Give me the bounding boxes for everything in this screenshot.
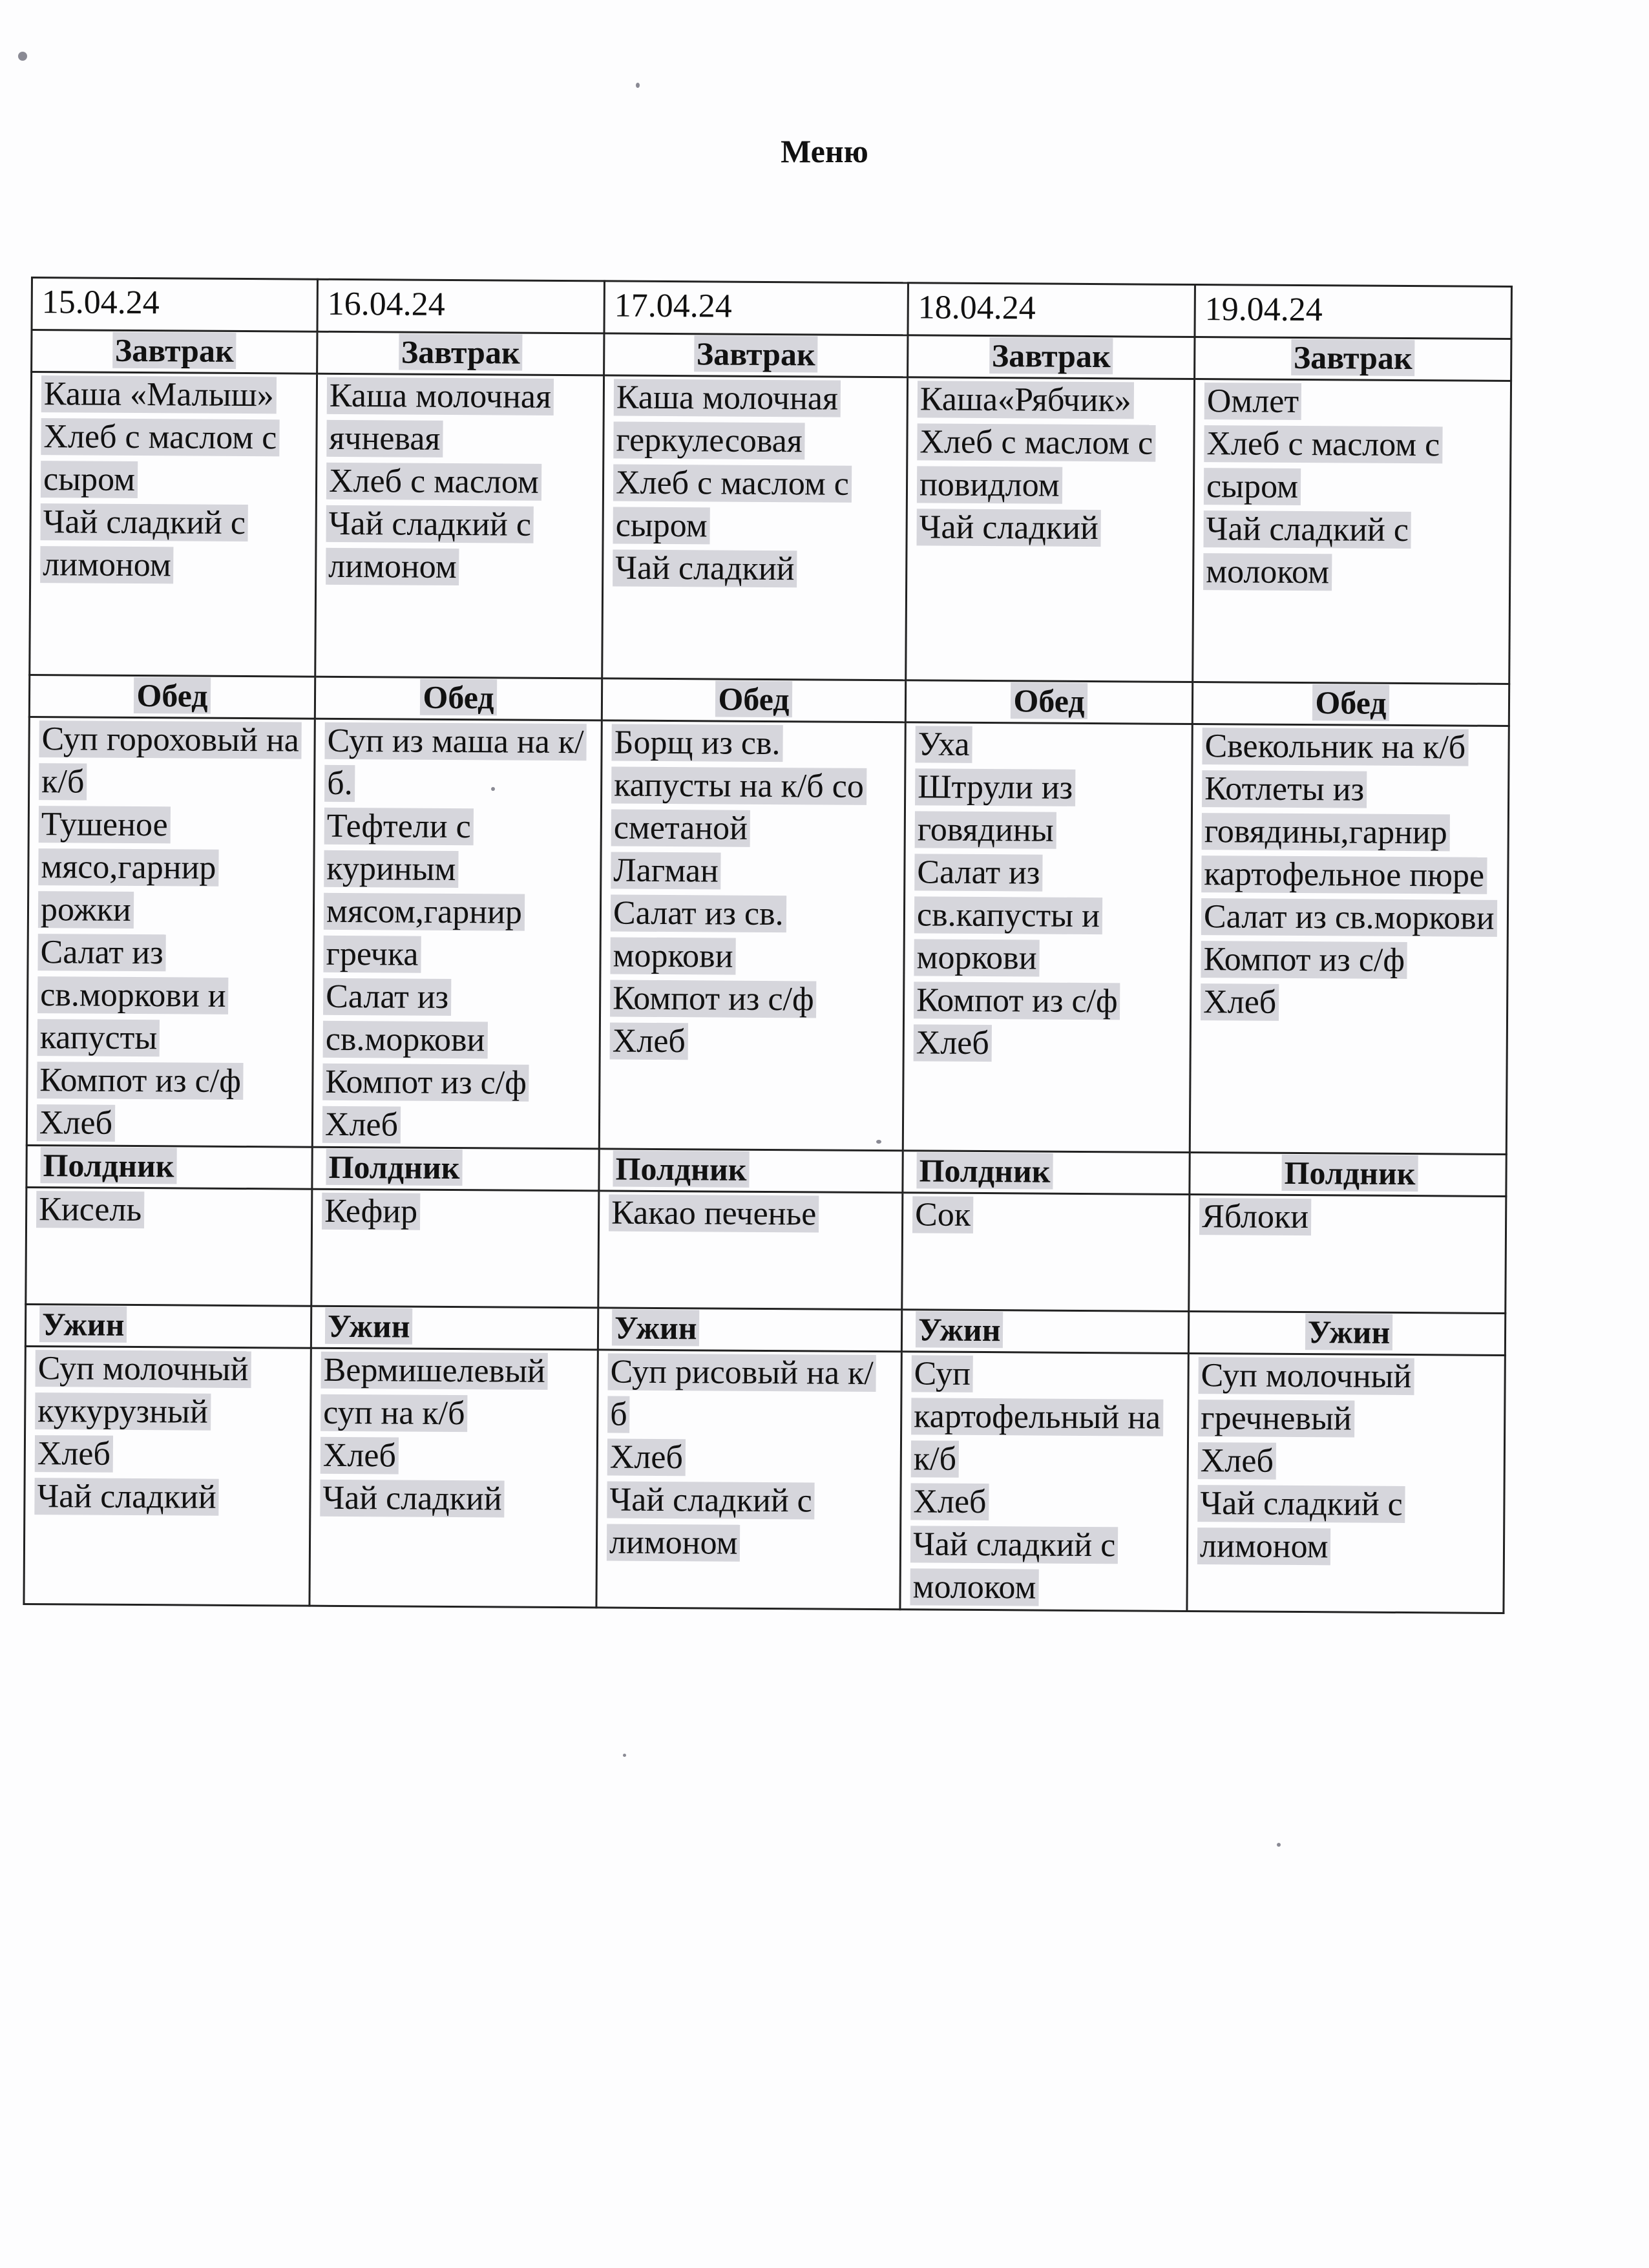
menu-item: Кефир <box>322 1190 589 1235</box>
menu-item: Котлеты из говядины,гарнир картофельное пюре <box>1201 768 1498 898</box>
menu-cell <box>24 1346 311 1606</box>
meal-header <box>1195 337 1511 381</box>
meal-header <box>32 330 317 374</box>
menu-item: Чай сладкий с лимоном <box>326 503 593 590</box>
lunch-label: Обед <box>134 677 210 714</box>
date: 19.04.24 <box>1204 291 1323 329</box>
menu-cell <box>26 717 315 1147</box>
menu-item: Суп гороховый на к/б <box>39 718 305 805</box>
menu-item: Кисель <box>36 1188 302 1233</box>
meal-header <box>599 1149 903 1193</box>
meal-header <box>598 1308 901 1352</box>
menu-item: Чай сладкий с лимоном <box>40 501 306 588</box>
menu-item: Салат из св.капусты и моркови <box>914 851 1181 981</box>
menu-item: Хлеб <box>320 1434 587 1479</box>
menu-item: Штрули из говядины <box>915 766 1182 853</box>
meal-header <box>901 1310 1188 1354</box>
menu-item: Суп молочный гречневый <box>1198 1354 1495 1442</box>
page-title: Меню <box>781 133 868 169</box>
menu-item: Хлеб с маслом с повидлом <box>917 421 1184 508</box>
menu-item: Компот из с/ф <box>914 979 1181 1024</box>
date: 16.04.24 <box>327 285 445 323</box>
breakfast-label: Завтрак <box>989 337 1113 374</box>
menu-cell <box>311 1189 599 1308</box>
menu-item: Чай сладкий <box>916 506 1183 551</box>
menu-item: Свекольник на к/б <box>1202 725 1498 770</box>
menu-item: Яблоки <box>1199 1195 1496 1240</box>
menu-item: Борщ из св. капусты на к/б со сметаной <box>611 722 896 852</box>
menu-item: Чай сладкий с лимоном <box>1197 1482 1495 1570</box>
menu-item: Хлеб с маслом с сыром <box>1204 423 1501 510</box>
snack-row <box>26 1187 1506 1313</box>
menu-item: Компот из с/ф <box>322 1061 589 1106</box>
lunch-label: Обед <box>715 680 792 717</box>
dinner-label: Ужин <box>1305 1314 1393 1350</box>
date: 18.04.24 <box>918 289 1036 327</box>
menu-item: Хлеб <box>37 1102 302 1146</box>
menu-item: Суп картофельный на к/б <box>911 1352 1179 1482</box>
menu-item: Каша«Рябчик» <box>918 378 1184 423</box>
dinner-label: Ужин <box>325 1308 413 1345</box>
menu-item: Каша молочная геркулесовая <box>613 377 898 464</box>
menu-item: Хлеб <box>910 1480 1177 1525</box>
menu-item: Хлеб <box>1198 1440 1495 1484</box>
menu-item: Какао печенье <box>609 1192 892 1236</box>
date-cell <box>908 283 1195 337</box>
menu-item: Чай сладкий <box>613 547 896 592</box>
menu-item: Чай сладкий с молоком <box>910 1523 1177 1610</box>
menu-item: Хлеб <box>322 1104 589 1148</box>
scan-speck <box>1277 1843 1281 1847</box>
menu-cell <box>310 1348 598 1608</box>
menu-item: Компот из с/ф <box>610 977 894 1022</box>
menu-item: Вермишелевый суп на к/б <box>320 1349 588 1436</box>
menu-cell <box>900 1352 1188 1612</box>
menu-cell <box>903 722 1192 1153</box>
menu-item: Каша молочная ячневая <box>326 375 594 462</box>
meal-header <box>1188 1311 1505 1355</box>
menu-item: Хлеб <box>1201 981 1497 1025</box>
menu-item: Салат из св.моркови и капусты <box>37 931 304 1061</box>
meal-header <box>317 331 604 375</box>
dinner-label: Ужин <box>39 1306 127 1343</box>
meal-header <box>1190 1152 1506 1196</box>
menu-item: Каша «Малыш» <box>41 373 307 417</box>
menu-cell <box>602 375 908 680</box>
meal-header <box>25 1304 311 1348</box>
menu-cell <box>1190 724 1509 1154</box>
breakfast-label: Завтрак <box>399 333 523 370</box>
meal-header <box>905 680 1192 724</box>
snack-label: Полдник <box>1281 1155 1418 1192</box>
scan-speck <box>636 83 640 88</box>
menu-item: Салат из св. моркови <box>610 892 894 979</box>
lunch-label: Обед <box>1312 684 1389 721</box>
menu-item: Сок <box>912 1193 1179 1238</box>
menu-item: Чай сладкий <box>320 1477 587 1522</box>
lunch-label: Обед <box>1011 682 1087 719</box>
menu-item: Суп из маша на к/б. <box>324 720 592 807</box>
menu-item: Лагман <box>611 849 894 894</box>
meal-header <box>903 1151 1190 1195</box>
date-cell <box>604 281 908 335</box>
scan-speck <box>876 1140 881 1144</box>
date: 15.04.24 <box>41 284 160 322</box>
menu-item: Хлеб <box>914 1022 1181 1066</box>
meal-header <box>312 1147 599 1191</box>
snack-label: Полдник <box>916 1152 1053 1189</box>
menu-cell <box>315 373 604 678</box>
menu-item: Хлеб с маслом <box>326 460 593 505</box>
dinner-label: Ужин <box>612 1310 700 1347</box>
menu-cell <box>596 1350 901 1610</box>
menu-item: Хлеб <box>610 1020 894 1064</box>
menu-item: Омлет <box>1204 380 1501 425</box>
menu-item: Чай сладкий <box>34 1475 300 1520</box>
scan-speck <box>623 1754 626 1757</box>
date-cell <box>317 279 604 333</box>
menu-item: Салат из св.моркови <box>323 976 591 1063</box>
date-cell <box>1195 285 1511 339</box>
breakfast-label: Завтрак <box>694 335 818 372</box>
menu-table <box>23 277 1513 1614</box>
lunch-label: Обед <box>420 679 496 716</box>
meal-header <box>602 678 905 722</box>
menu-item: Чай сладкий с лимоном <box>607 1478 891 1566</box>
date-cell <box>32 278 317 332</box>
menu-cell <box>906 377 1195 682</box>
scan-speck <box>491 787 495 791</box>
meal-header <box>315 677 602 720</box>
breakfast-row <box>30 372 1511 684</box>
menu-cell <box>1189 1194 1506 1313</box>
dinner-label: Ужин <box>916 1311 1003 1348</box>
breakfast-label: Завтрак <box>1291 339 1415 376</box>
menu-item: Компот из с/ф <box>1201 938 1497 983</box>
menu-item: Хлеб с маслом с сыром <box>613 462 897 549</box>
menu-cell <box>598 1191 903 1310</box>
lunch-row <box>26 717 1509 1154</box>
menu-cell <box>1193 379 1511 684</box>
dinner-row <box>24 1346 1505 1613</box>
menu-item: Тефтели с куриным мясом,гарнир гречка <box>323 805 591 978</box>
menu-cell <box>599 720 905 1151</box>
date-row <box>32 278 1511 339</box>
menu-item: Компот из с/ф <box>37 1059 302 1104</box>
menu-item: Тушеное мясо,гарнир рожки <box>38 803 304 933</box>
menu-item: Уха <box>915 723 1182 768</box>
menu-item: Хлеб <box>35 1433 300 1477</box>
breakfast-label: Завтрак <box>112 332 236 369</box>
menu-item: Суп рисовый на к/б <box>607 1350 892 1438</box>
meal-header <box>908 335 1195 379</box>
menu-cell <box>1187 1353 1505 1613</box>
menu-item: Хлеб <box>607 1436 891 1480</box>
date: 17.04.24 <box>614 287 732 325</box>
menu-item: Суп молочный кукурузный <box>35 1347 301 1434</box>
menu-item: Салат из св.моркови <box>1201 896 1498 940</box>
meal-header <box>1192 682 1509 726</box>
meal-header <box>604 333 908 377</box>
menu-cell <box>902 1193 1190 1312</box>
menu-cell <box>312 719 602 1149</box>
meal-header <box>311 1306 598 1350</box>
snack-label: Полдник <box>326 1149 462 1186</box>
scan-speck <box>18 52 27 61</box>
snack-label: Полдник <box>613 1151 749 1188</box>
menu-cell <box>26 1187 312 1306</box>
menu-cell <box>30 372 317 677</box>
menu-item: Хлеб с маслом с сыром <box>41 415 307 503</box>
menu-item: Чай сладкий с молоком <box>1203 508 1500 595</box>
snack-label: Полдник <box>40 1147 176 1184</box>
meal-header <box>29 675 315 719</box>
meal-header <box>26 1145 312 1189</box>
